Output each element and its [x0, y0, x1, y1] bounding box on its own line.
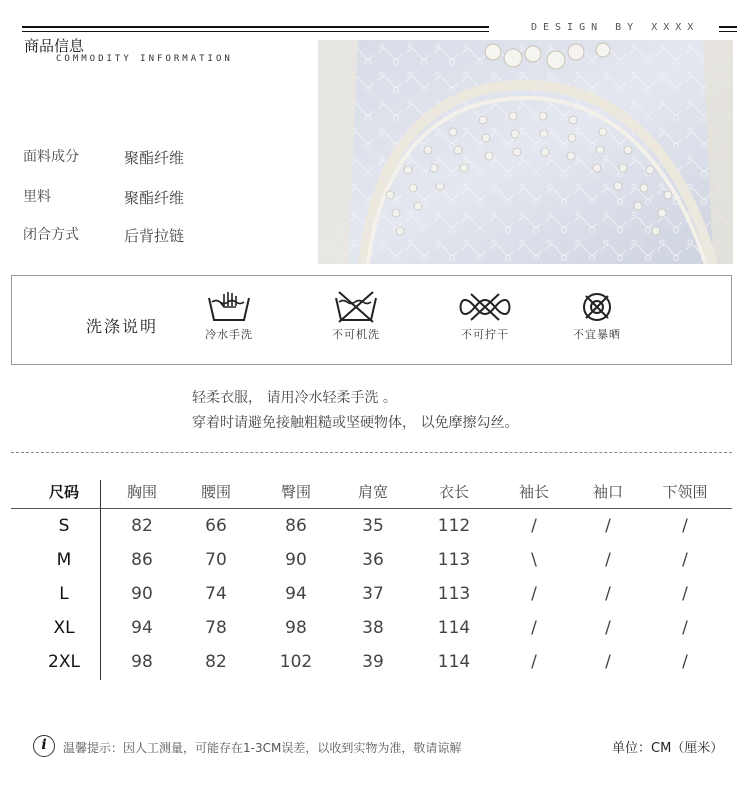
table-size-cell: XL — [53, 618, 75, 638]
table-cell: 98 — [285, 618, 307, 638]
info-value-fabric: 聚酯纤维 — [124, 149, 185, 167]
table-cell: 94 — [285, 584, 307, 604]
table-header-cell: 腰围 — [200, 483, 231, 501]
no-wring-icon — [457, 290, 513, 324]
table-cell: / — [605, 550, 611, 570]
table-cell: / — [682, 618, 688, 638]
info-value-closure: 后背拉链 — [124, 227, 185, 245]
care-note-1: 轻柔衣服， 请用冷水轻柔手洗 。 — [192, 390, 397, 406]
table-cell: 82 — [131, 516, 153, 536]
product-photo-illustration — [318, 40, 733, 264]
hand-wash-icon — [206, 290, 252, 324]
measurement-tip: 温馨提示：因人工测量，可能存在1-3CM误差，以收到实物为准，敬请谅解 — [63, 741, 462, 755]
care-label-no-wring: 不可拧干 — [461, 328, 509, 341]
care-item-no-machine-wash — [311, 290, 401, 342]
table-cell: / — [605, 618, 611, 638]
table-header-rule — [11, 508, 732, 509]
table-header-cell: 袖长 — [518, 483, 549, 501]
info-key-lining: 里料 — [23, 189, 51, 205]
table-cell: / — [682, 550, 688, 570]
header-line-top-left-2 — [22, 31, 489, 32]
table-cell: 82 — [205, 652, 227, 672]
care-label-no-machine-wash: 不可机洗 — [332, 328, 380, 341]
table-header-cell: 下领围 — [662, 483, 708, 501]
table-size-column-rule — [100, 480, 101, 680]
table-cell: 66 — [205, 516, 227, 536]
table-cell: 114 — [437, 618, 471, 638]
care-title: 洗涤说明 — [86, 317, 159, 336]
table-cell: 35 — [362, 516, 384, 536]
table-header-cell: 胸围 — [126, 483, 157, 501]
design-tag: DESIGN BY XXXX — [531, 22, 700, 33]
table-cell: / — [682, 652, 688, 672]
table-cell: 102 — [279, 652, 313, 672]
table-size-cell: S — [58, 516, 70, 536]
table-cell: 74 — [205, 584, 227, 604]
table-header-cell: 臀围 — [280, 483, 311, 501]
table-cell: / — [682, 584, 688, 604]
table-cell: 98 — [131, 652, 153, 672]
table-header-cell: 尺码 — [48, 483, 79, 501]
table-cell: 112 — [437, 516, 471, 536]
table-size-cell: 2XL — [48, 652, 80, 672]
table-cell: 94 — [131, 618, 153, 638]
table-cell: 114 — [437, 652, 471, 672]
table-cell: 90 — [131, 584, 153, 604]
table-cell: / — [605, 516, 611, 536]
table-cell: / — [531, 618, 537, 638]
care-label-no-sun-dry: 不宜暴晒 — [573, 328, 621, 341]
header-line-top-right — [719, 26, 737, 28]
table-cell: 90 — [285, 550, 307, 570]
header-line-top-right-2 — [719, 31, 737, 32]
info-value-lining: 聚酯纤维 — [124, 189, 185, 207]
care-note-2: 穿着时请避免接触粗糙或坚硬物体， 以免摩擦勾丝。 — [192, 415, 519, 431]
table-cell: 37 — [362, 584, 384, 604]
table-cell: \ — [531, 550, 537, 570]
care-item-no-sun-dry — [552, 290, 642, 342]
page-title: 商品信息 — [24, 37, 85, 55]
product-photo — [318, 40, 733, 264]
table-size-cell: M — [56, 550, 72, 570]
table-cell: 70 — [205, 550, 227, 570]
header-line-top-left — [22, 26, 489, 28]
table-cell: / — [531, 652, 537, 672]
info-icon: i — [33, 735, 55, 757]
no-machine-wash-icon — [333, 290, 379, 324]
table-header-cell: 衣长 — [438, 483, 469, 501]
table-cell: / — [531, 584, 537, 604]
table-cell: / — [605, 584, 611, 604]
table-header-cell: 袖口 — [592, 483, 623, 501]
table-cell: 36 — [362, 550, 384, 570]
page-subtitle: COMMODITY INFORMATION — [56, 54, 233, 64]
unit-label: 单位：CM（厘米） — [612, 741, 724, 756]
table-size-cell: L — [59, 584, 69, 604]
care-item-hand-wash — [184, 290, 274, 342]
care-item-no-wring — [440, 290, 530, 342]
care-label-hand-wash: 冷水手洗 — [205, 328, 253, 341]
table-cell: / — [682, 516, 688, 536]
table-cell: 86 — [285, 516, 307, 536]
table-header-cell: 肩宽 — [357, 483, 388, 501]
info-key-closure: 闭合方式 — [23, 227, 79, 243]
info-key-fabric: 面料成分 — [23, 149, 79, 165]
table-cell: 113 — [437, 550, 471, 570]
table-cell: / — [605, 652, 611, 672]
table-cell: 39 — [362, 652, 384, 672]
table-cell: 86 — [131, 550, 153, 570]
table-cell: / — [531, 516, 537, 536]
section-divider — [11, 452, 732, 453]
table-cell: 38 — [362, 618, 384, 638]
table-cell: 78 — [205, 618, 227, 638]
table-cell: 113 — [437, 584, 471, 604]
no-sun-dry-icon — [577, 290, 617, 324]
